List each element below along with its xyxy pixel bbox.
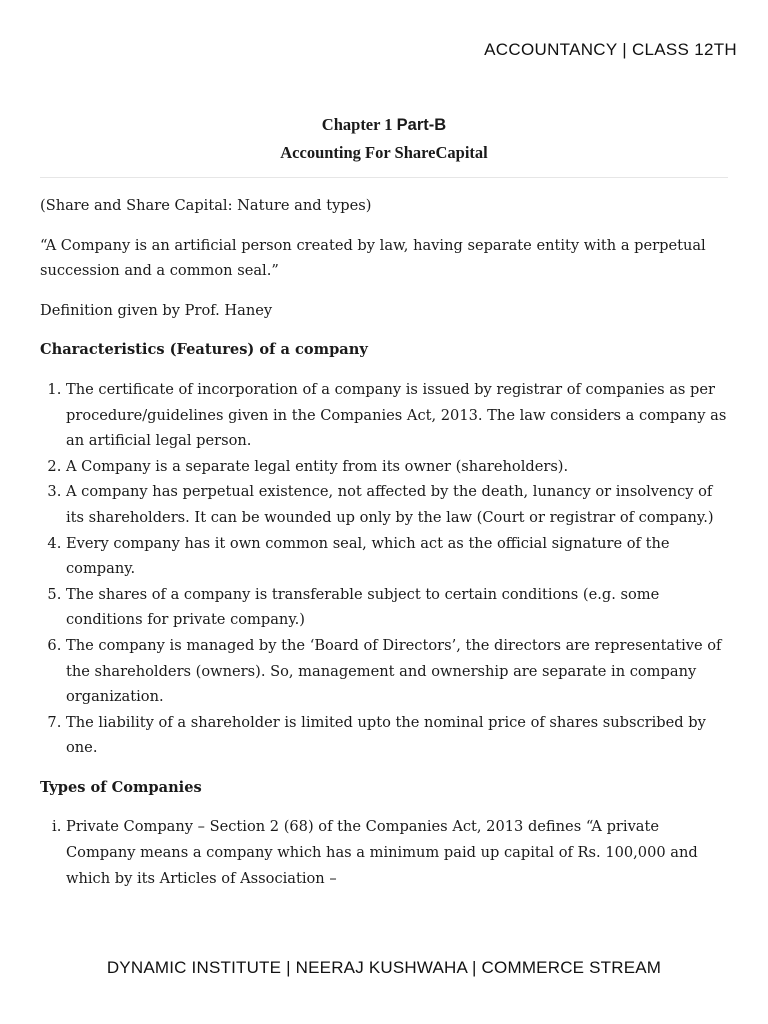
list-item: i. Private Company – Section 2 (68) of the Companies Act, 2013 defines “A private Company means a company which has a minimum paid up capital of Rs. 100,000 and which by its Articles of Association – <box>66 814 730 891</box>
list-item: 1. The certificate of incorporation of a company is issued by registrar of companies as per procedure/guidelines given in the Companies Act, 2013. The law considers a company as an artificial legal person. <box>66 377 730 454</box>
characteristics-heading: Characteristics (Features) of a company <box>40 341 368 359</box>
quote-paragraph: “A Company is an artificial person created by law, having separate entity with a perpetual succession and a common seal.” <box>40 236 706 280</box>
chapter-title <box>0 114 768 136</box>
page-header: ACCOUNTANCY | CLASS 12TH <box>484 40 737 59</box>
list-item: 7. The liability of a shareholder is limited upto the nominal price of shares subscribed by one. <box>66 710 730 761</box>
characteristics-list <box>40 377 730 761</box>
definition-paragraph: Definition given by Prof. Haney <box>40 301 273 319</box>
intro-paragraph: (Share and Share Capital: Nature and types) <box>40 197 372 214</box>
list-item: 2. A Company is a separate legal entity from its owner (shareholders). <box>66 454 730 480</box>
list-item: 5. The shares of a company is transferable subject to certain conditions (e.g. some conditions for private company.) <box>66 582 730 633</box>
chapter-part: Part-B <box>396 116 447 134</box>
types-heading: Types of Companies <box>40 778 202 796</box>
chapter-label: Chapter 1 <box>321 115 393 134</box>
types-list <box>40 814 730 891</box>
list-item: 6. The company is managed by the ‘Board of Directors’, the directors are representative of the shareholders (owners). So, management and ownership are separate in company organization. <box>66 633 730 710</box>
list-item: 3. A company has perpetual existence, not affected by the death, lunancy or insolvency of its shareholders. It can be wounded up only by the law (Court or registrar of company.) <box>66 479 730 530</box>
title-block <box>0 114 768 164</box>
document-body <box>40 193 730 905</box>
page-footer: DYNAMIC INSTITUTE | NEERAJ KUSHWAHA | COMMERCE STREAM <box>106 958 662 977</box>
list-item: 4. Every company has it own common seal, which act as the official signature of the company. <box>66 531 730 582</box>
title-divider <box>40 177 728 178</box>
chapter-subtitle: Accounting For ShareCapital <box>280 143 488 162</box>
